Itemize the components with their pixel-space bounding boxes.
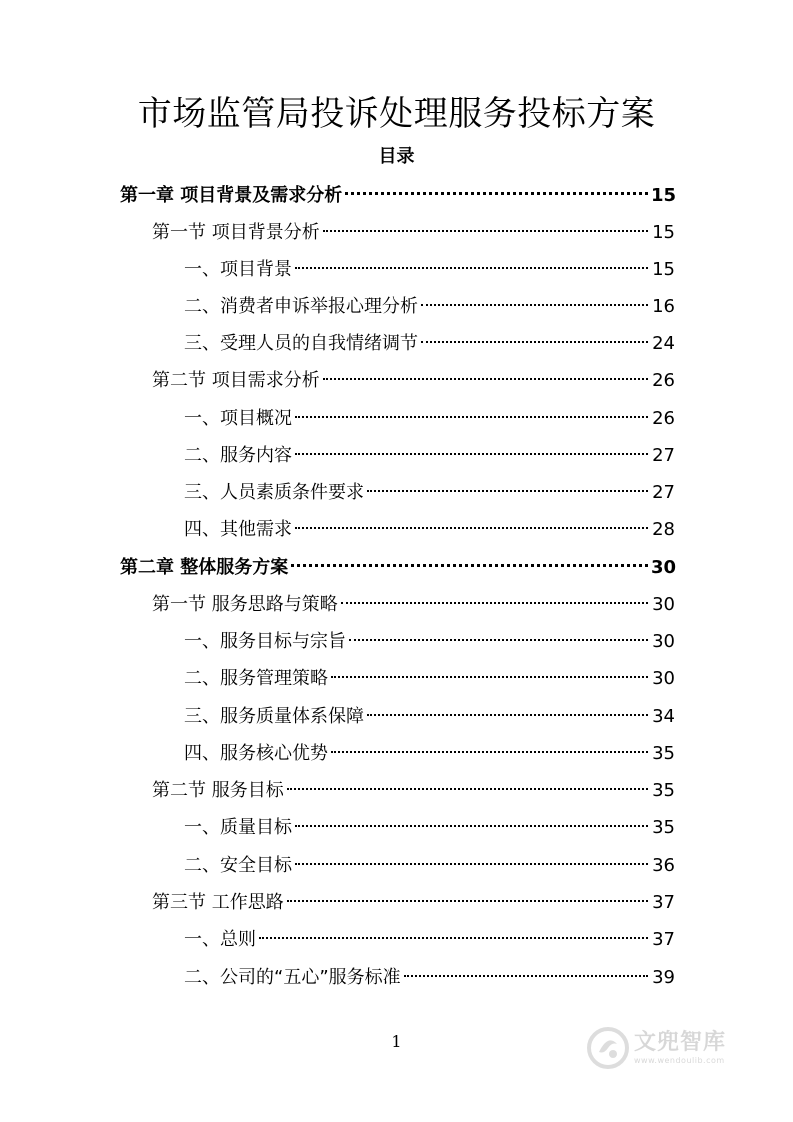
toc-dot-leader [295, 267, 648, 269]
toc-page-number: 34 [652, 706, 675, 727]
toc-subsection[interactable] [184, 331, 675, 357]
page-number: 1 [391, 1032, 402, 1051]
toc-dot-leader [295, 527, 648, 529]
toc-dot-leader [421, 304, 648, 306]
toc-page-number: 37 [652, 929, 675, 950]
toc-entry-label: 二、公司的“五心”服务标准 [184, 967, 401, 988]
toc-entry-label: 一、总则 [184, 929, 256, 950]
toc-page-number: 35 [652, 780, 675, 801]
toc-page-number: 36 [652, 855, 675, 876]
toc-page-number: 30 [652, 668, 675, 689]
toc-entry-label: 二、安全目标 [184, 855, 292, 876]
toc-subsection[interactable] [184, 629, 675, 655]
toc-entry-label: 第二节 项目需求分析 [152, 370, 320, 391]
toc-dot-leader [295, 863, 648, 865]
toc-dot-leader [323, 230, 648, 232]
toc-entry-label: 三、受理人员的自我情绪调节 [184, 333, 418, 354]
toc-dot-leader [367, 714, 648, 716]
toc-entry-label: 第一章 项目背景及需求分析 [120, 185, 343, 206]
toc-page-number: 27 [652, 445, 675, 466]
toc-dot-leader [331, 751, 648, 753]
toc-dot-leader [287, 788, 648, 790]
toc-subsection[interactable] [184, 406, 675, 432]
toc-page-number: 30 [652, 594, 675, 615]
toc-subsection[interactable] [184, 666, 675, 692]
toc-subsection[interactable] [184, 741, 675, 767]
toc-entry-label: 二、服务管理策略 [184, 668, 328, 689]
toc-page-number: 24 [652, 333, 675, 354]
toc-dot-leader [295, 416, 648, 418]
toc-entry-label: 第三节 工作思路 [152, 892, 284, 913]
toc-chapter-1[interactable] [120, 183, 675, 209]
toc-page-number: 28 [652, 519, 675, 540]
toc-dot-leader [349, 639, 648, 641]
watermark-name: 文兜智库 [634, 1030, 727, 1055]
wendou-logo-icon [586, 1026, 630, 1070]
toc-dot-leader [323, 378, 648, 380]
toc-subsection[interactable] [184, 853, 675, 879]
toc-page-number: 15 [652, 259, 675, 280]
toc-page-number: 37 [652, 892, 675, 913]
toc-entry-label: 第二章 整体服务方案 [120, 557, 289, 578]
toc-subsection[interactable] [184, 815, 675, 841]
toc-subsection[interactable] [184, 704, 675, 730]
watermark [586, 1020, 776, 1076]
toc-dot-leader [259, 937, 648, 939]
toc-entry-label: 一、项目概况 [184, 408, 292, 429]
toc-subsection[interactable] [184, 517, 675, 543]
toc-subsection[interactable] [184, 480, 675, 506]
toc-dot-leader [421, 341, 648, 343]
toc-entry-label: 第二节 服务目标 [152, 780, 284, 801]
toc-section[interactable] [152, 220, 675, 246]
document-title: 市场监管局投诉处理服务投标方案 [137, 94, 656, 134]
watermark-url: www.wendoulib.com [634, 1056, 725, 1065]
toc-subsection[interactable] [184, 927, 675, 953]
toc-chapter-2[interactable] [120, 555, 675, 581]
toc-page-number: 15 [652, 222, 675, 243]
toc-entry-label: 四、服务核心优势 [184, 743, 328, 764]
toc-dot-leader [291, 564, 648, 567]
toc-entry-label: 第一节 服务思路与策略 [152, 594, 338, 615]
toc-page-number: 15 [651, 185, 677, 206]
toc-subsection[interactable] [184, 257, 675, 283]
toc-dot-leader [295, 453, 648, 455]
toc-entry-label: 第一节 项目背景分析 [152, 222, 320, 243]
toc-subsection[interactable] [184, 965, 675, 991]
toc-page-number: 30 [651, 557, 677, 578]
toc-entry-label: 四、其他需求 [184, 519, 292, 540]
toc-dot-leader [331, 676, 648, 678]
toc-page-number: 16 [652, 296, 675, 317]
toc-page-number: 27 [652, 482, 675, 503]
toc-section[interactable] [152, 592, 675, 618]
toc-dot-leader [367, 490, 648, 492]
toc-entry-label: 二、消费者申诉举报心理分析 [184, 296, 418, 317]
toc-dot-leader [295, 825, 648, 827]
toc-entry-label: 三、人员素质条件要求 [184, 482, 364, 503]
toc-page-number: 30 [652, 631, 675, 652]
toc-dot-leader [341, 602, 648, 604]
toc-dot-leader [404, 975, 648, 977]
toc-dot-leader [345, 192, 648, 195]
toc-section[interactable] [152, 890, 675, 916]
toc-entry-label: 二、服务内容 [184, 445, 292, 466]
toc-section[interactable] [152, 778, 675, 804]
toc-subsection[interactable] [184, 443, 675, 469]
toc-entry-label: 一、服务目标与宗旨 [184, 631, 346, 652]
toc-page-number: 35 [652, 743, 675, 764]
toc-page-number: 26 [652, 370, 675, 391]
toc-heading: 目录 [378, 146, 415, 167]
toc-page-number: 35 [652, 817, 675, 838]
toc-page-number: 39 [652, 967, 675, 988]
toc-section[interactable] [152, 368, 675, 394]
toc-subsection[interactable] [184, 294, 675, 320]
toc-entry-label: 一、质量目标 [184, 817, 292, 838]
toc-entry-label: 一、项目背景 [184, 259, 292, 280]
toc-entry-label: 三、服务质量体系保障 [184, 706, 364, 727]
toc-dot-leader [287, 900, 648, 902]
toc-page-number: 26 [652, 408, 675, 429]
